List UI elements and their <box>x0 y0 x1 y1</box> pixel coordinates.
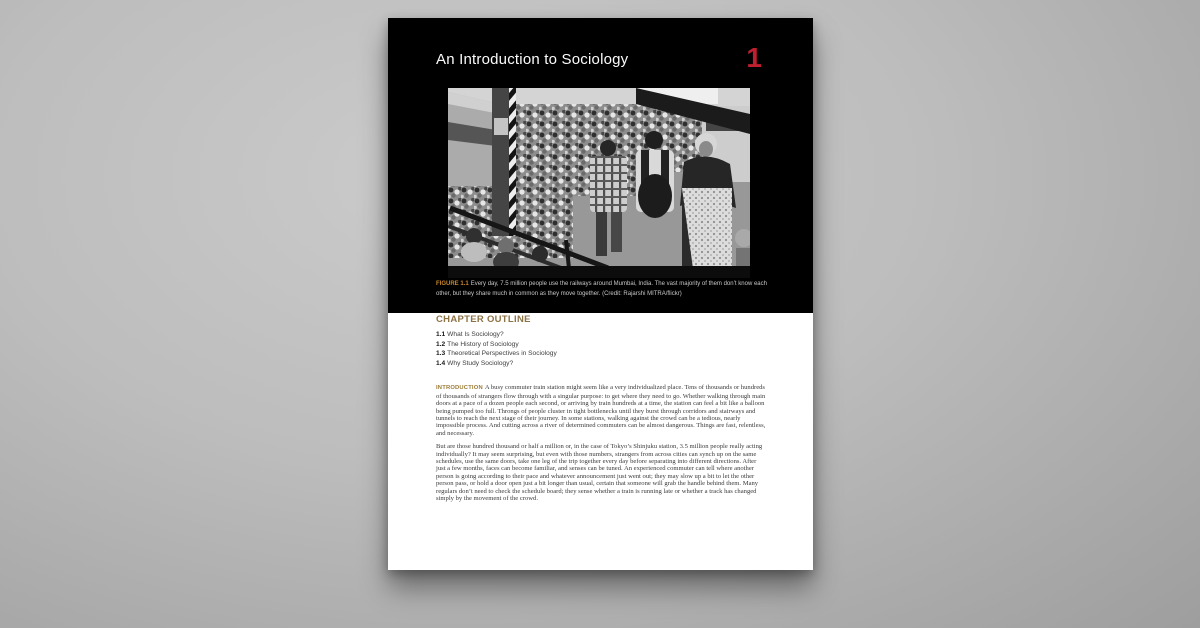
outline-item-label: The History of Sociology <box>447 340 519 348</box>
chapter-content <box>436 314 766 508</box>
introduction-paragraph-1 <box>436 384 766 437</box>
outline-item-1-1 <box>436 330 766 340</box>
outline-item-1-3 <box>436 349 766 359</box>
introduction-paragraph-2: But are those hundred thousand or half a million or, in the case of Tokyo’s Shinjuku station, 3.5 million people really acting individually? It may seem surprising, but even with those numbers, strangers from across cities can synch up on the same schedules, use the same doors, take one leg of the trip together every day before separating into different directions. After just a few months, faces can become familiar, and senses can be tuned. An experienced commuter can tell where another person is going according to their pace and whatever announcement just went out; they may slow up a bit to let the other person pass, or hold a door open just a bit longer than usual, certain that someone will grab the handle behind them. Many regulars don’t need to check the schedule board; they sense whether a train is running late or whether a track has changed simply by the movement of the crowd. <box>436 443 763 503</box>
outline-item-1-2 <box>436 340 766 350</box>
chapter-outline-list <box>436 330 766 368</box>
introduction-text-1: A busy commuter train station might seem like a very individualized place. Tens of thousands or hundreds of thousands of strangers flow through with a singular purpose: to get where they need to go. Whether walking through main doors at a pace of a dozen people each second, or arriving by train hundreds at a time, the station can feel a bit like a balloon being pumped too full. Throngs of people cluster in tight bottlenecks until they burst through corridors and stairways and tunnels to reach the next stage of their journey. In some stations, walking against the crowd can be a tedious, nearly impossible process. And cutting across a river of determined commuters can be almost dangerous. Things are fast, relentless, and necessary. <box>436 384 766 437</box>
figure-caption <box>436 280 770 299</box>
outline-item-number: 1.2 <box>436 340 446 348</box>
chapter-header <box>388 18 813 313</box>
station-photo <box>448 88 750 278</box>
outline-item-label: Why Study Sociology? <box>447 359 514 367</box>
outline-item-number: 1.1 <box>436 331 446 338</box>
outline-item-number: 1.3 <box>436 350 446 358</box>
outline-item-number: 1.4 <box>436 359 446 367</box>
chapter-outline-heading: CHAPTER OUTLINE <box>436 314 531 325</box>
introduction-label: INTRODUCTION <box>436 385 483 392</box>
chapter-title: An Introduction to Sociology <box>436 51 629 68</box>
outline-item-label: Theoretical Perspectives in Sociology <box>447 350 557 358</box>
figure-label: FIGURE 1.1 <box>436 281 469 287</box>
outline-item-1-4 <box>436 359 766 369</box>
figure-caption-text: Every day, 7.5 million people use the railways around Mumbai, India. The vast majority of them don’t know each other, but they share much in common as they move together. (Credit: Rajarshi MITRA/flickr) <box>436 281 767 297</box>
chapter-number: 1 <box>746 42 762 73</box>
outline-item-label: What Is Sociology? <box>447 331 504 338</box>
textbook-page <box>388 18 813 570</box>
